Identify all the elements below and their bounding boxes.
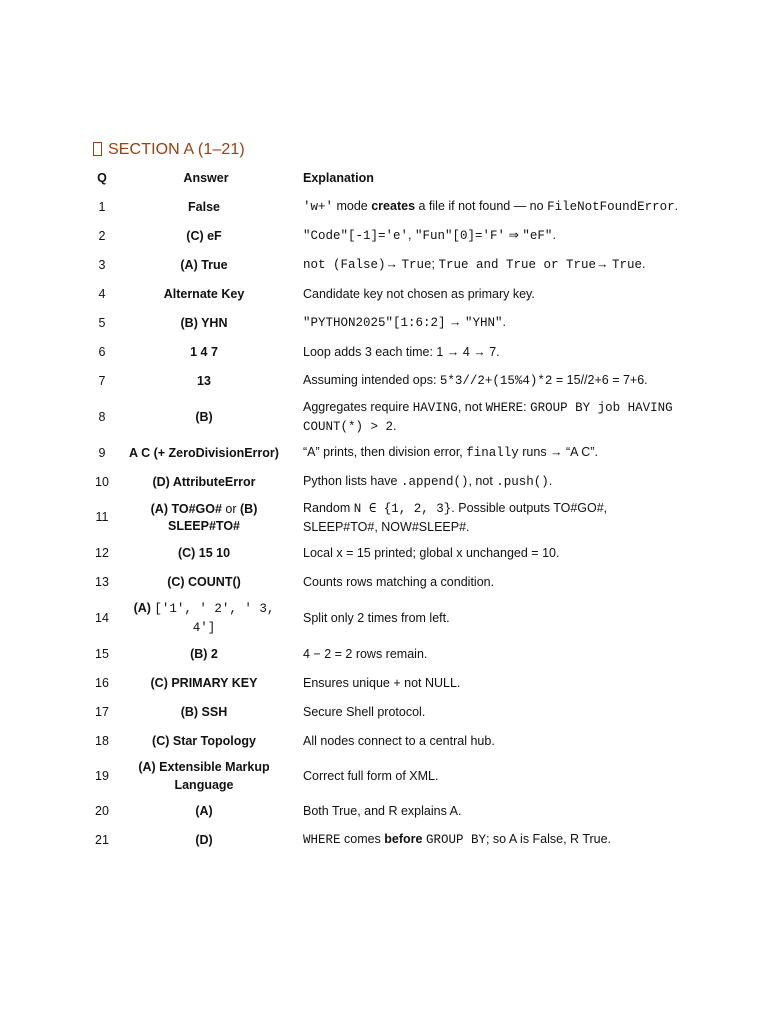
question-number: 9 (98, 445, 106, 460)
section-heading (93, 141, 245, 159)
explanation-seg: N ∈ {1, 2, 3} (353, 502, 452, 516)
question-number: 11 (95, 510, 109, 525)
question-number: 2 (98, 228, 106, 243)
answer-cell: (C) COUNT() (167, 574, 241, 589)
header-q: Q (97, 170, 107, 185)
table-row (85, 280, 685, 309)
explanation-cell (293, 568, 685, 597)
explanation-cell (293, 222, 685, 251)
explanation-seg: → (385, 257, 402, 272)
explanation-seg: HAVING (412, 401, 458, 415)
answer-cell: (C) PRIMARY KEY (150, 675, 258, 690)
explanation-cell (293, 193, 685, 222)
header-answer: Answer (183, 170, 229, 185)
explanation-cell (293, 669, 685, 698)
explanation-cell (293, 640, 685, 669)
answer-cell: (C) Star Topology (152, 733, 256, 748)
explanation-seg: ⇒ (505, 228, 523, 243)
explanation-seg: a file if not found — no (415, 199, 548, 214)
explanation-seg: . (674, 199, 679, 214)
box-glyph-icon (93, 142, 102, 156)
header-explanation: Explanation (303, 170, 374, 185)
explanation-seg: .append() (400, 475, 469, 490)
explanation-seg: runs → “A C”. (518, 445, 598, 460)
explanation-seg: , not (457, 400, 486, 414)
explanation-seg: Loop adds 3 each time: 1 → 4 → 7. (303, 344, 500, 359)
explanation-seg: .push() (496, 475, 549, 490)
explanation-seg: not (False) (303, 258, 386, 273)
question-number: 6 (98, 344, 106, 359)
explanation-cell (293, 309, 685, 338)
question-number: 15 (95, 646, 109, 661)
explanation-seg: , not (468, 474, 497, 489)
answer-cell: (B) 2 (190, 646, 218, 661)
explanation-seg: ; (431, 257, 439, 272)
explanation-seg: "Fun"[0]='F' (414, 229, 505, 244)
table-row (85, 669, 685, 698)
explanation-cell (293, 698, 685, 727)
explanation-seg: Secure Shell protocol. (303, 704, 426, 719)
table-row (85, 497, 685, 539)
explanation-seg: before (384, 832, 423, 847)
answer-cell: (D) AttributeError (152, 474, 256, 489)
table-row (85, 698, 685, 727)
answer-cell: (A) (195, 803, 213, 818)
answer-cell: 13 (197, 373, 211, 388)
explanation-seg: Both True, and R explains A. (303, 803, 462, 818)
table-row (85, 568, 685, 597)
explanation-seg: WHERE (485, 401, 524, 415)
question-number: 13 (95, 574, 109, 589)
explanation-seg: "eF" (522, 229, 553, 244)
explanation-seg: = 15//2+6 = 7+6. (552, 373, 648, 388)
question-number: 10 (95, 474, 109, 489)
question-number: 1 (98, 199, 106, 214)
explanation-cell (293, 497, 685, 539)
explanation-seg: mode (333, 199, 372, 214)
question-number: 19 (95, 768, 109, 783)
explanation-seg: . (548, 474, 553, 489)
explanation-seg: True and True or True (438, 258, 596, 273)
explanation-seg: finally (466, 446, 519, 461)
answer-seg: ['1', ' 2', ' 3, 4'] (154, 602, 275, 635)
explanation-seg: Random (303, 501, 354, 515)
explanation-seg: , (408, 228, 415, 243)
answer-seg: (A) (133, 601, 155, 615)
explanation-seg: . (642, 257, 646, 272)
answer-cell: (B) (195, 409, 213, 424)
explanation-cell (293, 396, 685, 439)
table-row (85, 597, 685, 640)
explanation-seg: Python lists have (303, 474, 401, 489)
explanation-seg: 'w+' (303, 200, 334, 215)
explanation-seg: FileNotFoundError (547, 200, 675, 215)
explanation-seg: "PYTHON2025"[1:6:2] (303, 316, 446, 331)
explanation-seg: . (502, 315, 506, 330)
answer-cell: (C) 15 10 (177, 545, 231, 560)
explanation-cell (293, 367, 685, 396)
question-number: 14 (95, 610, 109, 625)
table-row (85, 193, 685, 222)
explanation-seg: All nodes connect to a central hub. (303, 733, 495, 748)
answer-cell: (B) YHN (180, 315, 228, 330)
question-number: 18 (95, 733, 109, 748)
answer-seg: (B) SLEEP#TO# (167, 501, 258, 533)
table-row (85, 539, 685, 568)
explanation-seg: True (401, 258, 432, 273)
table-row (85, 468, 685, 497)
explanation-seg: Local x = 15 printed; global x unchanged = 10. (303, 545, 560, 560)
table-row (85, 727, 685, 756)
explanation-seg: 4 − 2 = 2 rows remain. (303, 646, 428, 661)
explanation-cell (293, 826, 685, 855)
explanation-seg: . (552, 228, 556, 243)
answer-table (85, 164, 685, 855)
explanation-seg: . (393, 418, 397, 433)
answer-cell: (C) eF (186, 228, 222, 243)
explanation-seg: Split only 2 times from left. (303, 610, 450, 625)
explanation-seg: Correct full form of XML. (303, 768, 439, 783)
explanation-seg: 5*3//2+(15%4)*2 (439, 374, 553, 389)
question-number: 5 (98, 315, 106, 330)
explanation-seg: Assuming intended ops: (303, 373, 440, 388)
explanation-seg: "YHN" (464, 316, 503, 331)
answer-cell: Alternate Key (163, 286, 245, 301)
table-row (85, 338, 685, 367)
explanation-cell (293, 439, 685, 468)
explanation-seg: → (445, 315, 465, 330)
answer-cell (119, 597, 293, 640)
section-title-text: SECTION A (1–21) (108, 141, 245, 158)
explanation-seg: : (523, 400, 531, 414)
explanation-seg: GROUP BY job HAVING COUNT(*) > 2 (303, 401, 673, 434)
table-row (85, 309, 685, 338)
explanation-cell (293, 468, 685, 497)
table-row (85, 756, 685, 797)
explanation-seg: "Code"[-1]='e' (303, 229, 409, 244)
explanation-seg: Aggregates require (303, 400, 413, 414)
explanation-seg: “A” prints, then division error, (303, 445, 467, 460)
explanation-seg: comes (340, 832, 385, 847)
table-header-row (85, 164, 685, 193)
answer-cell: (A) True (180, 257, 228, 272)
question-number: 12 (95, 545, 109, 560)
question-number: 17 (95, 704, 109, 719)
table-row (85, 222, 685, 251)
answer-cell (119, 497, 293, 539)
table-row (85, 640, 685, 669)
table-row (85, 396, 685, 439)
question-number: 20 (95, 803, 109, 818)
question-number: 16 (95, 675, 109, 690)
explanation-cell (293, 797, 685, 826)
explanation-seg: Counts rows matching a condition. (303, 574, 495, 589)
question-number: 21 (95, 832, 109, 847)
explanation-cell (293, 597, 685, 640)
answer-seg: (A) TO#GO# (150, 501, 222, 516)
explanation-cell (293, 338, 685, 367)
answer-cell: False (188, 199, 220, 214)
table-row (85, 367, 685, 396)
explanation-cell (293, 280, 685, 309)
explanation-seg: WHERE (303, 833, 341, 848)
answer-cell: (B) SSH (180, 704, 228, 719)
explanation-cell (293, 727, 685, 756)
explanation-seg: GROUP BY (425, 833, 486, 848)
table-body (85, 193, 685, 855)
answer-cell: 1 4 7 (190, 344, 218, 359)
table-row (85, 826, 685, 855)
question-number: 8 (98, 409, 106, 424)
answer-cell: (D) (195, 832, 213, 847)
answer-seg: or (221, 501, 240, 516)
table-row (85, 439, 685, 468)
question-number: 7 (98, 373, 106, 388)
explanation-seg: . Possible outputs TO#GO#, SLEEP#TO#, NOW#SLEEP#. (303, 501, 608, 534)
explanation-seg: ; so A is False, R True. (485, 832, 612, 847)
explanation-cell (293, 251, 685, 280)
answer-cell: (A) Extensible Markup Language (138, 760, 270, 792)
explanation-seg: Ensures unique + not NULL. (303, 675, 461, 690)
explanation-seg: creates (371, 199, 416, 214)
table-row (85, 251, 685, 280)
explanation-cell (293, 756, 685, 797)
explanation-seg: Candidate key not chosen as primary key. (303, 286, 535, 301)
table-row (85, 797, 685, 826)
explanation-seg: → (596, 257, 612, 272)
question-number: 4 (98, 286, 106, 301)
explanation-seg: True (611, 258, 642, 273)
question-number: 3 (98, 257, 106, 272)
explanation-cell (293, 539, 685, 568)
answer-cell: A C (+ ZeroDivisionError) (129, 445, 279, 460)
